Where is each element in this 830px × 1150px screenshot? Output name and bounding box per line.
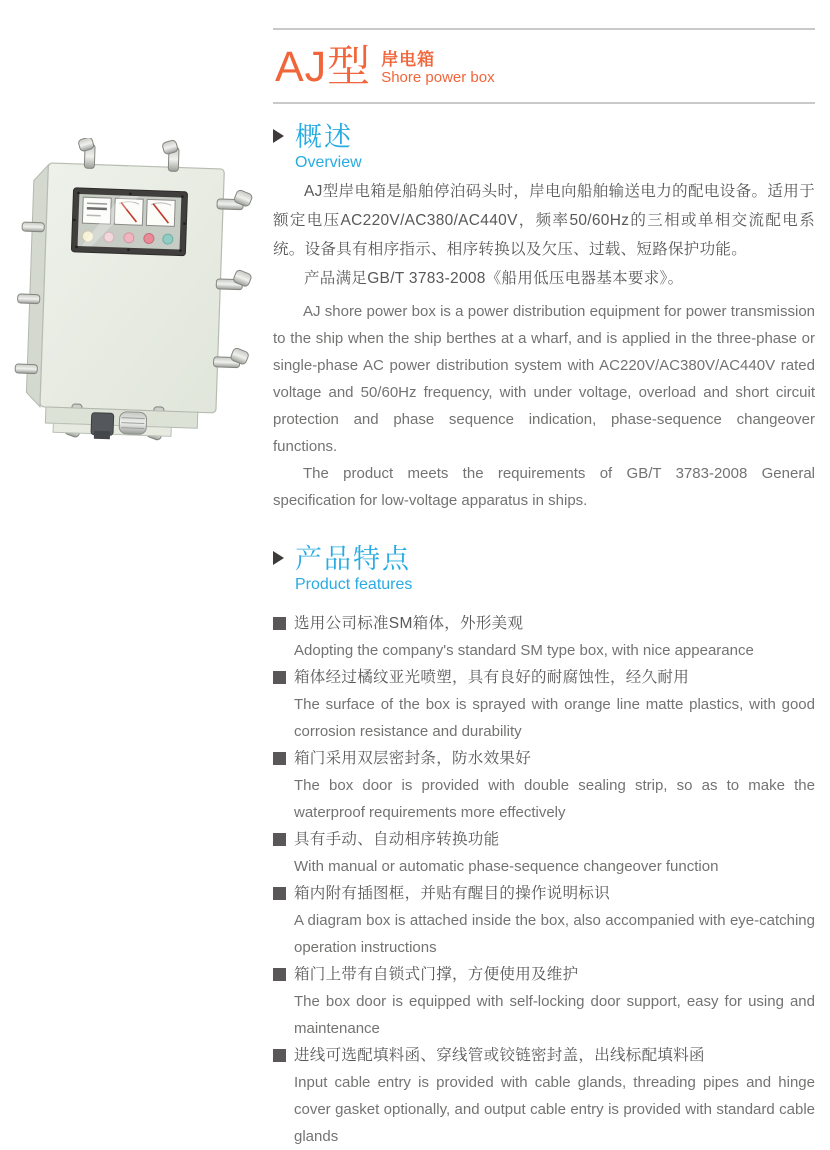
feature-desc-en: The box door is equipped with self-locking door support, easy for using and maintenance: [273, 988, 815, 1042]
feature-title-cn: 箱体经过橘纹亚光喷塑，具有良好的耐腐蚀性，经久耐用: [294, 664, 689, 691]
analog-meter: [146, 199, 175, 226]
feature-desc-en: The surface of the box is sprayed with orange line matte plastics, with good corrosion resistance and durability: [273, 691, 815, 745]
overview-paragraph-cn: AJ型岸电箱是船舶停泊码头时，岸电向船舶输送电力的配电设备。适用于额定电压AC220V/AC380/AC440V，频率50/60Hz的三相或单相交流配电系统。设备具有相序指示、相序转换以及欠压、过载、短路保护功能。: [273, 177, 815, 264]
cable-gland: [119, 412, 147, 435]
feature-desc-en: Adopting the company's standard SM type box, with nice appearance: [273, 637, 815, 664]
feature-desc-en: The box door is provided with double sealing strip, so as to make the waterproof requirements more effectively: [273, 772, 815, 826]
indicator-light: [104, 232, 114, 242]
bullet-square-icon: [273, 752, 286, 765]
bullet-square-icon: [273, 887, 286, 900]
overview-paragraph-en: The product meets the requirements of GB/T 3783-2008 General specification for low-voltage apparatus in ships.: [273, 460, 815, 514]
feature-item: [273, 664, 815, 745]
features-section: [273, 544, 815, 1150]
feature-item: [273, 610, 815, 664]
content-column: [273, 0, 815, 1150]
overview-section: [273, 122, 815, 514]
overview-paragraph-en: AJ shore power box is a power distribution equipment for power transmission to the ship when the ship berthes at a wharf, and is applied in the three-phase or single-phase AC power distribution system with AC220V/AC380V/AC440V rated voltage and 50/60Hz frequency, with under voltage, overload and short circuit protection and phase sequence indication, phase-sequence changeover functions.: [273, 298, 815, 460]
product-model: AJ型: [275, 45, 371, 89]
features-heading: [273, 544, 815, 595]
features-heading-en: Product features: [295, 574, 412, 595]
bullet-square-icon: [273, 617, 286, 630]
cable-gland: [91, 413, 114, 440]
page-title: [273, 28, 815, 104]
bullet-square-icon: [273, 671, 286, 684]
overview-paragraph-cn: 产品满足GB/T 3783-2008《船用低压电器基本要求》。: [273, 264, 815, 293]
feature-item: [273, 1042, 815, 1150]
feature-title-cn: 进线可选配填料函、穿线管或铰链密封盖，出线标配填料函: [294, 1042, 705, 1069]
section-arrow-icon: [273, 551, 284, 565]
feature-item: [273, 745, 815, 826]
features-list: [273, 610, 815, 1150]
shore-power-box-illustration: [8, 138, 260, 446]
feature-title-cn: 箱门采用双层密封条，防水效果好: [294, 745, 531, 772]
features-heading-cn: 产品特点: [295, 544, 412, 574]
feature-item: [273, 961, 815, 1042]
feature-desc-en: With manual or automatic phase-sequence changeover function: [273, 853, 815, 880]
feature-title-cn: 选用公司标准SM箱体，外形美观: [294, 610, 523, 637]
indicator-light: [124, 233, 134, 243]
overview-heading-cn: 概述: [295, 122, 362, 152]
overview-heading-en: Overview: [295, 152, 362, 173]
bullet-square-icon: [273, 1049, 286, 1062]
product-photo: [8, 138, 260, 446]
section-arrow-icon: [273, 129, 284, 143]
feature-item: [273, 826, 815, 880]
feature-title-cn: 具有手动、自动相序转换功能: [294, 826, 499, 853]
feature-desc-en: A diagram box is attached inside the box, also accompanied with eye-catching operation instructions: [273, 907, 815, 961]
product-name-cn: 岸电箱: [381, 50, 494, 69]
bullet-square-icon: [273, 833, 286, 846]
feature-desc-en: Input cable entry is provided with cable glands, threading pipes and hinge cover gasket optionally, and output cable entry is provided with standard cable glands: [273, 1069, 815, 1150]
overview-heading: [273, 122, 815, 173]
indicator-light: [144, 233, 154, 243]
product-name-en: Shore power box: [381, 69, 494, 87]
feature-title-cn: 箱内附有插图框，并贴有醒目的操作说明标识: [294, 880, 610, 907]
bullet-square-icon: [273, 968, 286, 981]
feature-title-cn: 箱门上带有自锁式门撑，方便使用及维护: [294, 961, 578, 988]
indicator-light: [163, 234, 173, 244]
feature-item: [273, 880, 815, 961]
meter-window: [71, 188, 187, 256]
